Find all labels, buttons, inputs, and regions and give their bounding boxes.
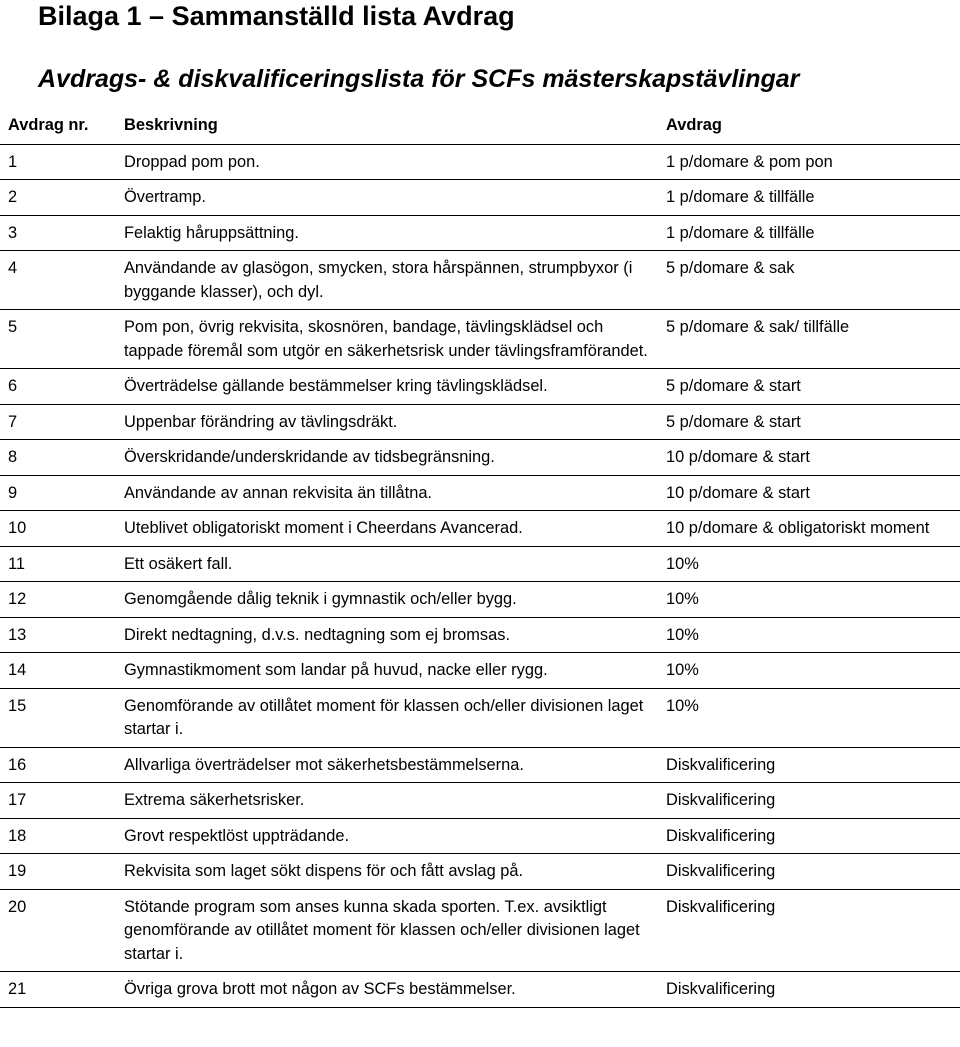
row-description: Uteblivet obligatoriskt moment i Cheerdans Avancerad. — [122, 511, 661, 547]
document-subtitle: Avdrags- & diskvalificeringslista för SCFs mästerskapstävlingar — [38, 65, 800, 93]
row-deduction: Diskvalificering — [661, 972, 960, 1008]
row-description: Felaktig håruppsättning. — [122, 215, 661, 251]
row-deduction: 10 p/domare & obligatoriskt moment — [661, 511, 960, 547]
row-description: Genomförande av otillåtet moment för klassen och/eller divisionen laget startar i. — [122, 688, 661, 747]
row-number: 4 — [0, 251, 122, 310]
row-description: Övertramp. — [122, 180, 661, 216]
table-row — [0, 617, 960, 653]
row-description: Allvarliga överträdelser mot säkerhetsbestämmelserna. — [122, 747, 661, 783]
row-deduction: 1 p/domare & tillfälle — [661, 215, 960, 251]
header-deduction: Avdrag — [661, 106, 960, 144]
deductions-table — [0, 106, 960, 1008]
row-description: Ett osäkert fall. — [122, 546, 661, 582]
table-row — [0, 251, 960, 310]
row-description: Gymnastikmoment som landar på huvud, nacke eller rygg. — [122, 653, 661, 689]
table-row — [0, 889, 960, 972]
row-deduction: Diskvalificering — [661, 783, 960, 819]
table-row — [0, 783, 960, 819]
table-row — [0, 854, 960, 890]
row-deduction: 1 p/domare & tillfälle — [661, 180, 960, 216]
row-number: 6 — [0, 369, 122, 405]
header-description: Beskrivning — [122, 106, 661, 144]
row-description: Droppad pom pon. — [122, 144, 661, 180]
table-row — [0, 215, 960, 251]
row-number: 2 — [0, 180, 122, 216]
table-row — [0, 511, 960, 547]
table-row — [0, 144, 960, 180]
table-row — [0, 546, 960, 582]
row-deduction: Diskvalificering — [661, 818, 960, 854]
row-description: Rekvisita som laget sökt dispens för och fått avslag på. — [122, 854, 661, 890]
row-number: 7 — [0, 404, 122, 440]
row-description: Användande av glasögon, smycken, stora hårspännen, strumpbyxor (i byggande klasser), och dyl. — [122, 251, 661, 310]
row-number: 3 — [0, 215, 122, 251]
row-deduction: 10% — [661, 582, 960, 618]
row-description: Pom pon, övrig rekvisita, skosnören, bandage, tävlingsklädsel och tappade föremål som utgör en säkerhetsrisk under tävlingsframförandet. — [122, 310, 661, 369]
table-row — [0, 310, 960, 369]
table-row — [0, 582, 960, 618]
row-description: Grovt respektlöst uppträdande. — [122, 818, 661, 854]
table-row — [0, 747, 960, 783]
row-number: 14 — [0, 653, 122, 689]
row-deduction: 10 p/domare & start — [661, 440, 960, 476]
row-number: 18 — [0, 818, 122, 854]
table-row — [0, 818, 960, 854]
row-description: Överskridande/underskridande av tidsbegränsning. — [122, 440, 661, 476]
row-deduction: Diskvalificering — [661, 854, 960, 890]
row-deduction: 10% — [661, 653, 960, 689]
table-row — [0, 475, 960, 511]
row-number: 13 — [0, 617, 122, 653]
header-nr: Avdrag nr. — [0, 106, 122, 144]
row-number: 5 — [0, 310, 122, 369]
row-deduction: 5 p/domare & start — [661, 369, 960, 405]
row-number: 16 — [0, 747, 122, 783]
row-number: 19 — [0, 854, 122, 890]
table-row — [0, 972, 960, 1008]
row-description: Direkt nedtagning, d.v.s. nedtagning som ej bromsas. — [122, 617, 661, 653]
row-number: 15 — [0, 688, 122, 747]
row-number: 21 — [0, 972, 122, 1008]
row-number: 20 — [0, 889, 122, 972]
row-number: 11 — [0, 546, 122, 582]
row-description: Uppenbar förändring av tävlingsdräkt. — [122, 404, 661, 440]
row-number: 10 — [0, 511, 122, 547]
row-description: Genomgående dålig teknik i gymnastik och/eller bygg. — [122, 582, 661, 618]
row-description: Extrema säkerhetsrisker. — [122, 783, 661, 819]
row-number: 12 — [0, 582, 122, 618]
table-body — [0, 144, 960, 1007]
row-number: 9 — [0, 475, 122, 511]
row-deduction: Diskvalificering — [661, 747, 960, 783]
row-deduction: 5 p/domare & sak — [661, 251, 960, 310]
row-deduction: 10% — [661, 688, 960, 747]
header-row — [0, 106, 960, 144]
row-number: 8 — [0, 440, 122, 476]
row-deduction: 10% — [661, 617, 960, 653]
row-number: 1 — [0, 144, 122, 180]
row-deduction: 10% — [661, 546, 960, 582]
row-description: Användande av annan rekvisita än tillåtna. — [122, 475, 661, 511]
document-title: Bilaga 1 – Sammanställd lista Avdrag — [38, 1, 515, 31]
row-description: Stötande program som anses kunna skada sporten. T.ex. avsiktligt genomförande av otillåtet moment för klassen och/eller divisionen laget startar i. — [122, 889, 661, 972]
row-deduction: 10 p/domare & start — [661, 475, 960, 511]
row-description: Överträdelse gällande bestämmelser kring tävlingsklädsel. — [122, 369, 661, 405]
table-row — [0, 369, 960, 405]
table-row — [0, 180, 960, 216]
row-description: Övriga grova brott mot någon av SCFs bestämmelser. — [122, 972, 661, 1008]
table-header — [0, 106, 960, 144]
row-number: 17 — [0, 783, 122, 819]
row-deduction: 1 p/domare & pom pon — [661, 144, 960, 180]
table-row — [0, 688, 960, 747]
row-deduction: 5 p/domare & sak/ tillfälle — [661, 310, 960, 369]
table-row — [0, 653, 960, 689]
table-row — [0, 404, 960, 440]
row-deduction: Diskvalificering — [661, 889, 960, 972]
table-row — [0, 440, 960, 476]
row-deduction: 5 p/domare & start — [661, 404, 960, 440]
